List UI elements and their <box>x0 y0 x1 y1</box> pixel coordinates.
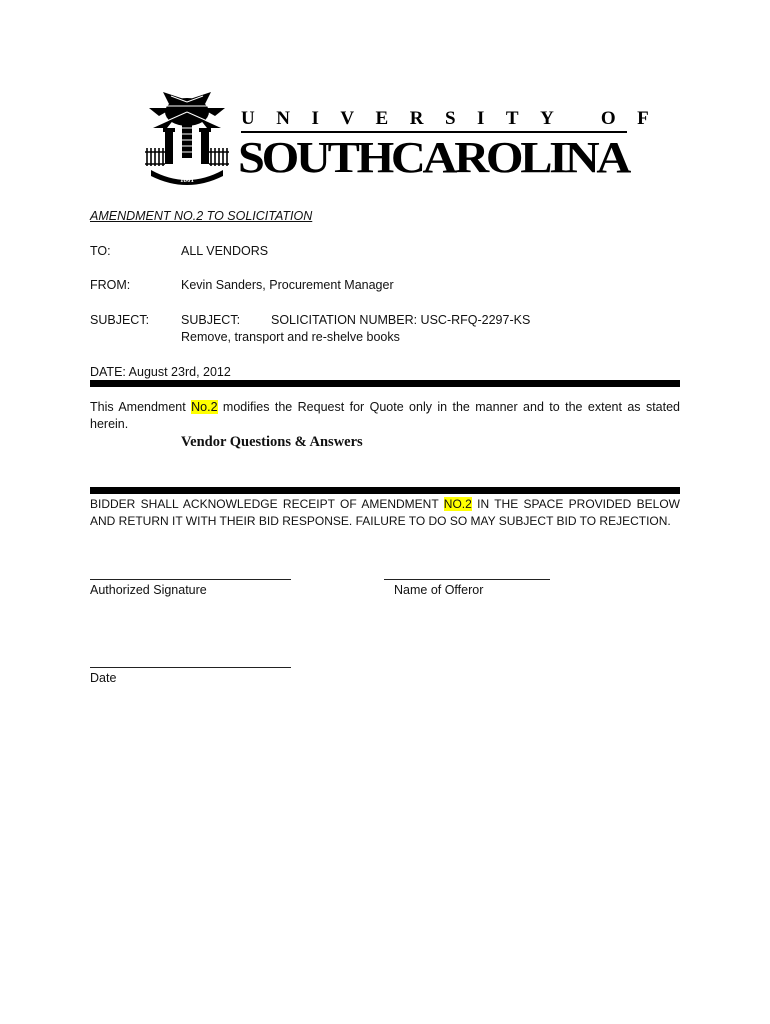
amendment-paragraph <box>90 399 680 433</box>
south-carolina-wordmark <box>238 132 638 188</box>
authorized-signature-line[interactable] <box>90 579 291 580</box>
from-value: Kevin Sanders, Procurement Manager <box>181 278 394 292</box>
authorized-signature-label: Authorized Signature <box>90 583 207 597</box>
from-label: FROM: <box>90 278 131 292</box>
amendment-text-end: modifies the Request for Quote only in the manner and to the extent as stated herein. <box>90 400 681 431</box>
seal-year-text: 1801 <box>180 176 194 184</box>
solicitation-number: SOLICITATION NUMBER: USC-RFQ-2297-KS <box>271 313 531 327</box>
date-line: DATE: August 23rd, 2012 <box>90 365 231 379</box>
ack-number-highlight: NO.2 <box>443 497 472 511</box>
subject-inner-label: SUBJECT: <box>181 313 241 327</box>
to-value: ALL VENDORS <box>181 244 269 258</box>
document-heading: AMENDMENT NO.2 TO SOLICITATION <box>90 209 313 223</box>
ack-text-start: BIDDER SHALL ACKNOWLEDGE RECEIPT OF AMENDMENT <box>90 497 444 511</box>
university-of-wordmark: UNIVERSITY OF <box>241 108 671 129</box>
subject-line-2: Remove, transport and re-shelve books <box>181 330 400 344</box>
name-of-offeror-label: Name of Offeror <box>394 583 484 597</box>
subject-label: SUBJECT: <box>90 313 150 327</box>
acknowledgement-paragraph <box>90 496 680 530</box>
amendment-number-highlight: No.2 <box>191 400 218 414</box>
vendor-questions-title: Vendor Questions & Answers <box>181 434 363 450</box>
section-rule-top <box>90 380 680 387</box>
university-seal-logo <box>143 90 231 192</box>
date-label: Date <box>90 671 117 685</box>
south-carolina-text: SOUTHCAROLINA <box>238 133 632 182</box>
ack-text-end: IN THE SPACE PROVIDED BELOW AND RETURN IT WITH THEIR BID RESPONSE. FAILURE TO DO SO MAY SUBJECT BID TO REJECTION. <box>90 497 680 528</box>
date-signature-line[interactable] <box>90 667 291 668</box>
amendment-text-start: This Amendment <box>90 400 192 414</box>
to-label: TO: <box>90 244 111 258</box>
offeror-name-line[interactable] <box>384 579 550 580</box>
section-rule-bottom <box>90 487 680 494</box>
